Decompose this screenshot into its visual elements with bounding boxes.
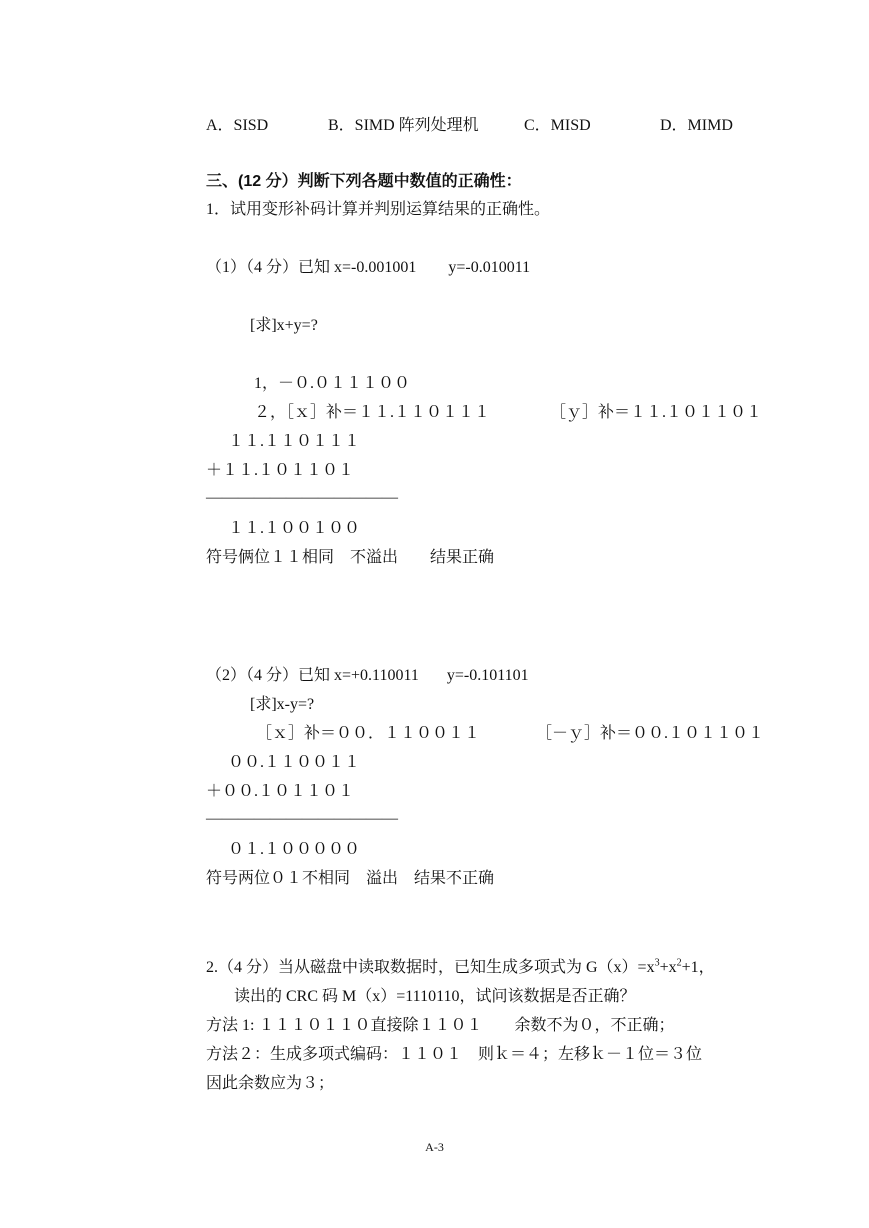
part1-given: （1）（4 分）已知 x=-0.001001 y=-0.010011 bbox=[206, 259, 531, 276]
part2-operand2: ＋００.１０１１０１ bbox=[206, 783, 355, 800]
question-2-line2: 读出的 CRC 码 M（x）=1110110，试问该数据是否正确？ bbox=[234, 988, 636, 1005]
part2-given: （2）（4 分）已知 x=+0.110011 y=-0.101101 bbox=[206, 667, 529, 684]
part1-ask: [求]x+y=? bbox=[250, 317, 318, 334]
part1-step2-y: ［ｙ］补＝１１.１０１１０１ bbox=[550, 404, 763, 421]
part1-step1: 1，－０.０１１１００ bbox=[254, 375, 411, 392]
option-d: D．MIMD bbox=[660, 117, 733, 134]
option-c: C．MISD bbox=[524, 117, 591, 134]
q2-plus-x: +x bbox=[659, 959, 677, 976]
part2-operand1: ００.１１００１１ bbox=[228, 754, 361, 771]
section-heading: 三、(12 分）判断下列各题中数值的正确性： bbox=[206, 173, 522, 190]
part2-x-comp: ［ｘ］补＝００．１１００１１ bbox=[256, 725, 481, 742]
q2-exponent-3: 3 bbox=[654, 957, 660, 969]
part1-result: １１.１００１００ bbox=[228, 520, 361, 537]
q2-line1-suffix: +1， bbox=[681, 959, 715, 976]
part2-conclusion: 符号两位０１不相同 溢出 结果不正确 bbox=[206, 870, 495, 887]
part2-rule: ———————————— bbox=[206, 810, 398, 827]
part1-rule: ———————————— bbox=[206, 489, 398, 506]
option-a: A．SISD bbox=[206, 117, 269, 134]
question-1-intro: 1．试用变形补码计算并判别运算结果的正确性。 bbox=[206, 201, 551, 218]
part2-ask: [求]x-y=? bbox=[250, 696, 315, 713]
part1-conclusion: 符号俩位１１相同 不溢出 结果正确 bbox=[206, 549, 495, 566]
part1-operand1: １１.１１０１１１ bbox=[228, 433, 361, 450]
part2-negy-comp: ［－ｙ］补＝００.１０１１０１ bbox=[536, 725, 765, 742]
question-2-line1 bbox=[206, 958, 715, 978]
part1-operand2: ＋１１.１０１１０１ bbox=[206, 462, 355, 479]
q2-exponent-2: 2 bbox=[676, 957, 682, 969]
method-1: 方法 1: １１１０１１０直接除１１０１ 余数不为０，不正确； bbox=[206, 1017, 675, 1034]
option-b: B．SIMD 阵列处理机 bbox=[328, 117, 479, 134]
part1-step2-x: ２，［ｘ］补＝１１.１１０１１１ bbox=[254, 404, 491, 421]
q2-line1-prefix: 2.（4 分）当从磁盘中读取数据时，已知生成多项式为 G（x）=x bbox=[206, 959, 655, 976]
part2-result: ０１.１０００００ bbox=[228, 841, 361, 858]
method-2-cont: 因此余数应为３； bbox=[206, 1075, 335, 1092]
page-number: A-3 bbox=[425, 1140, 444, 1154]
method-2: 方法２：生成多项式编码：１１０１ 则ｋ＝４；左移ｋ－１位＝３位 bbox=[206, 1046, 703, 1063]
